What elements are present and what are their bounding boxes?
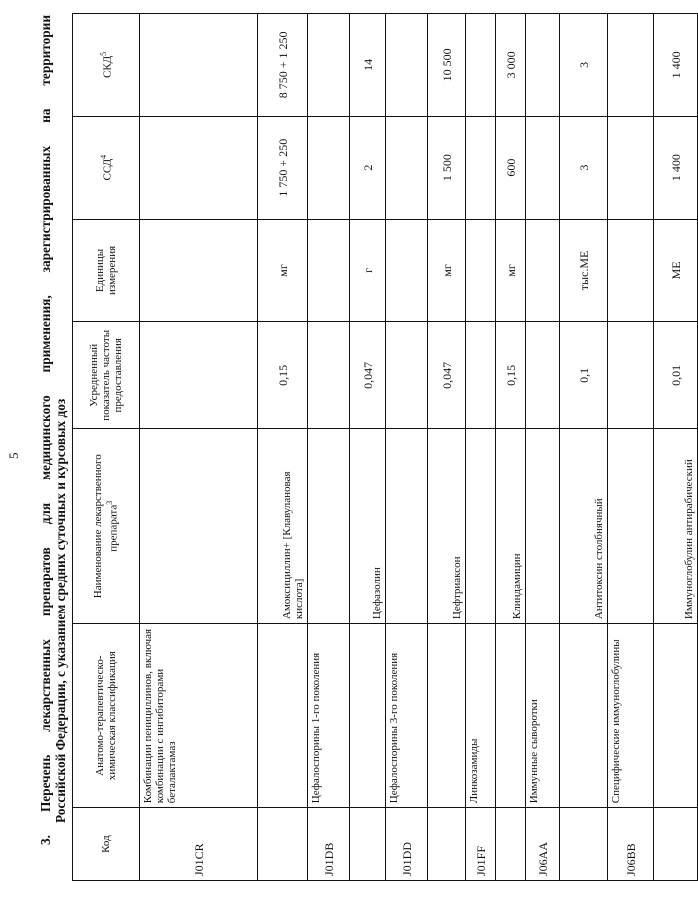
table-row [654,14,698,881]
title-line-2: Российской Федерации, с указанием средних суточных и курсовых доз [53,398,68,823]
cell-code: J01DD [386,808,428,881]
cell-frequency [608,322,654,429]
cell-code [350,808,386,881]
header-skd: СКД$^5$ [73,14,140,117]
cell-atc [350,624,386,808]
cell-skd [466,14,496,117]
cell-frequency: 0,047 [428,322,466,429]
cell-skd: 3 [560,14,608,117]
cell-frequency: 0,15 [496,322,526,429]
cell-code: J06BB [608,808,654,881]
cell-unit: мг [496,219,526,322]
cell-unit: МЕ [654,219,698,322]
cell-atc: Специфические иммуноглобулины [608,624,654,808]
cell-ssd [608,116,654,219]
table-row [386,14,428,881]
cell-skd [386,14,428,117]
cell-code [560,808,608,881]
cell-atc [258,624,308,808]
cell-ssd: 1 750 + 250 [258,116,308,219]
cell-unit [386,219,428,322]
table-row [466,14,496,881]
cell-code [654,808,698,881]
table-row [496,14,526,881]
cell-skd: 8 750 + 1 250 [258,14,308,117]
table-header-row [73,14,140,881]
cell-frequency [386,322,428,429]
cell-atc: Линкозамиды [466,624,496,808]
cell-ssd [466,116,496,219]
cell-name [526,429,560,624]
cell-unit [140,219,258,322]
cell-frequency: 0,047 [350,322,386,429]
table-row [428,14,466,881]
cell-ssd: 600 [496,116,526,219]
cell-ssd [308,116,350,219]
cell-skd [608,14,654,117]
cell-atc: Цефалоспорины 3-го поколения [386,624,428,808]
cell-unit: тыс.МЕ [560,219,608,322]
cell-skd [308,14,350,117]
cell-code: J06AA [526,808,560,881]
cell-skd: 14 [350,14,386,117]
cell-name [608,429,654,624]
cell-atc: Иммунные сыворотки [526,624,560,808]
cell-ssd: 1 500 [428,116,466,219]
cell-skd [140,14,258,117]
cell-skd [526,14,560,117]
cell-code: J01DB [308,808,350,881]
cell-name [140,429,258,624]
cell-skd: 1 400 [654,14,698,117]
table-row [526,14,560,881]
cell-unit: мг [428,219,466,322]
cell-skd: 3 000 [496,14,526,117]
cell-atc [560,624,608,808]
cell-atc [428,624,466,808]
header-unit: Единицы измерения [73,219,140,322]
cell-ssd: 2 [350,116,386,219]
table-row [560,14,608,881]
cell-atc [496,624,526,808]
cell-name: Цефазолин [350,429,386,624]
cell-ssd: 1 400 [654,116,698,219]
cell-unit: г [350,219,386,322]
table-row [350,14,386,881]
cell-frequency: 0,1 [560,322,608,429]
cell-frequency: 0,01 [654,322,698,429]
cell-name: Иммуноглобулин антирабический [654,429,698,624]
cell-ssd [526,116,560,219]
header-code: Код [73,808,140,881]
cell-name [386,429,428,624]
table-row [140,14,258,881]
cell-atc: Комбинации пенициллинов, включая комбинации с ингибиторами беталактамаз [140,624,258,808]
cell-name: Антитоксин столбнячный [560,429,608,624]
cell-code [496,808,526,881]
cell-frequency: 0,15 [258,322,308,429]
cell-frequency [526,322,560,429]
cell-unit [466,219,496,322]
cell-unit [608,219,654,322]
cell-name [308,429,350,624]
cell-code: J01CR [140,808,258,881]
cell-ssd: 3 [560,116,608,219]
cell-atc: Цефалоспорины 1-го поколения [308,624,350,808]
cell-name: Цефтриаксон [428,429,466,624]
document-title [38,15,68,845]
cell-skd: 10 500 [428,14,466,117]
cell-unit [526,219,560,322]
cell-frequency [308,322,350,429]
cell-name: Клиндамицин [496,429,526,624]
medication-table [72,13,698,881]
table-row [308,14,350,881]
cell-ssd [140,116,258,219]
header-frequency: Усредненный показатель частоты предоставления [73,322,140,429]
header-atc: Анатомо-терапевтическо-химическая классификация [73,624,140,808]
table-row [258,14,308,881]
header-name: Наименование лекарственного препарата$^3$ [73,429,140,624]
cell-code [428,808,466,881]
cell-unit [308,219,350,322]
page-number: 5 [6,452,21,459]
cell-code [258,808,308,881]
cell-unit: мг [258,219,308,322]
cell-ssd [386,116,428,219]
cell-code: J01FF [466,808,496,881]
cell-name [466,429,496,624]
cell-frequency [140,322,258,429]
header-ssd: ССД$^4$ [73,116,140,219]
table-body [140,14,698,881]
title-line-1: 3. Перечень лекарственных препаратов для медицинского применения, зарегистрированных на территории [38,15,53,845]
cell-frequency [466,322,496,429]
cell-atc [654,624,698,808]
table-row [608,14,654,881]
cell-name: Амоксициллин+ [Клавулановая кислота] [258,429,308,624]
